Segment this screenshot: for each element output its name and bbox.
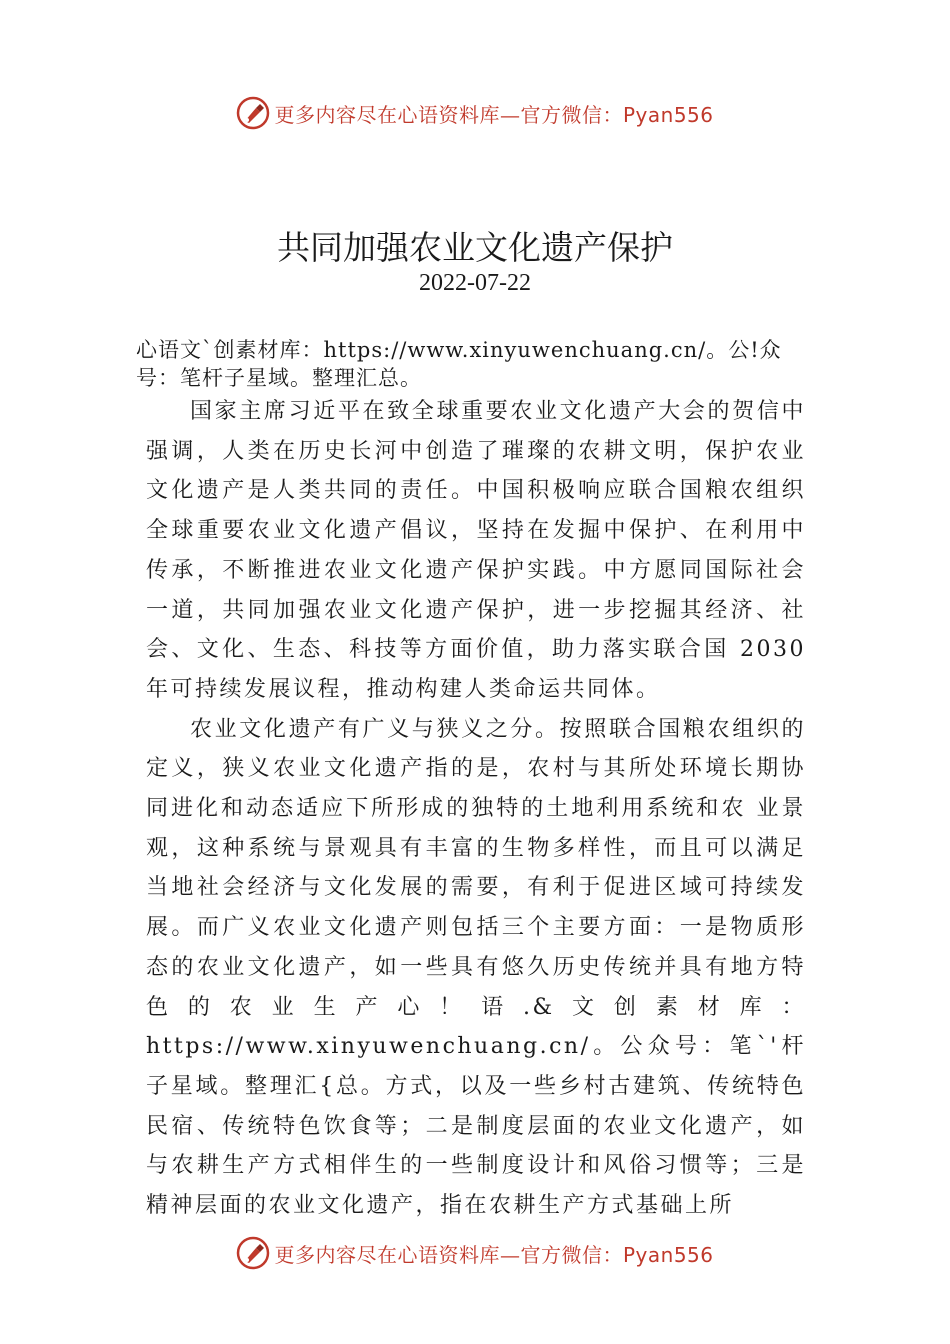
header-watermark: [0, 96, 950, 130]
watermark-text: 更多内容尽在心语资料库—官方微信：Pyan556: [274, 1242, 714, 1267]
document-title: 共同加强农业文化遗产保护: [277, 228, 673, 268]
document-date: 2022-07-22: [419, 270, 531, 296]
pen-nib-logo-icon: [236, 96, 270, 130]
pen-nib-logo-icon: [236, 1236, 270, 1270]
source-note: 心语文`创素材库：https://www.xinyuwenchuang.cn/。公!众号：笔杆子星域。整理汇总。: [136, 338, 782, 390]
watermark-text: 更多内容尽在心语资料库—官方微信：Pyan556: [274, 102, 714, 127]
footer-watermark: [0, 1236, 950, 1270]
paragraph: 农业文化遗产有广义与狭义之分。按照联合国粮农组织的定义，狭义农业文化遗产指的是，农村与其所处环境长期协同进化和动态适应下所形成的独特的土地利用系统和农 业景观，这种系统与景观具有丰富的生物多样性，而且可以满足当地社会经济与文化发展的需要，有利于促进区域可持续发展。而广义农业文化遗产则包括三个主要方面：一是物质形态的农业文化遗产，如一些具有悠久历史传统并具有地方特色的农业生产心！语.&文创素材库：https://www.xinyuwenchuang.cn/。公众号：笔`'杆子星域。整理汇{总。方式，以及一些乡村古建筑、传统特色民宿、传统特色饮食等；二是制度层面的农业文化遗产，如与农耕生产方式相伴生的一些制度设计和风俗习惯等；三是精神层面的农业文化遗产，指在农耕生产方式基础上所: [146, 716, 806, 1219]
document-body: [146, 392, 806, 1226]
paragraph: 国家主席习近平在致全球重要农业文化遗产大会的贺信中强调，人类在历史长河中创造了璀璨的农耕文明，保护农业文化遗产是人类共同的责任。中国积极响应联合国粮农组织全球重要农业文化遗产倡议，坚持在发掘中保护、在利用中传承，不断推进农业文化遗产保护实践。中方愿同国际社会一道，共同加强农业文化遗产保护，进一步挖掘其经济、社会、文化、生态、科技等方面价值，助力落实联合国 2030 年可持续发展议程，推动构建人类命运共同体。: [146, 399, 806, 702]
